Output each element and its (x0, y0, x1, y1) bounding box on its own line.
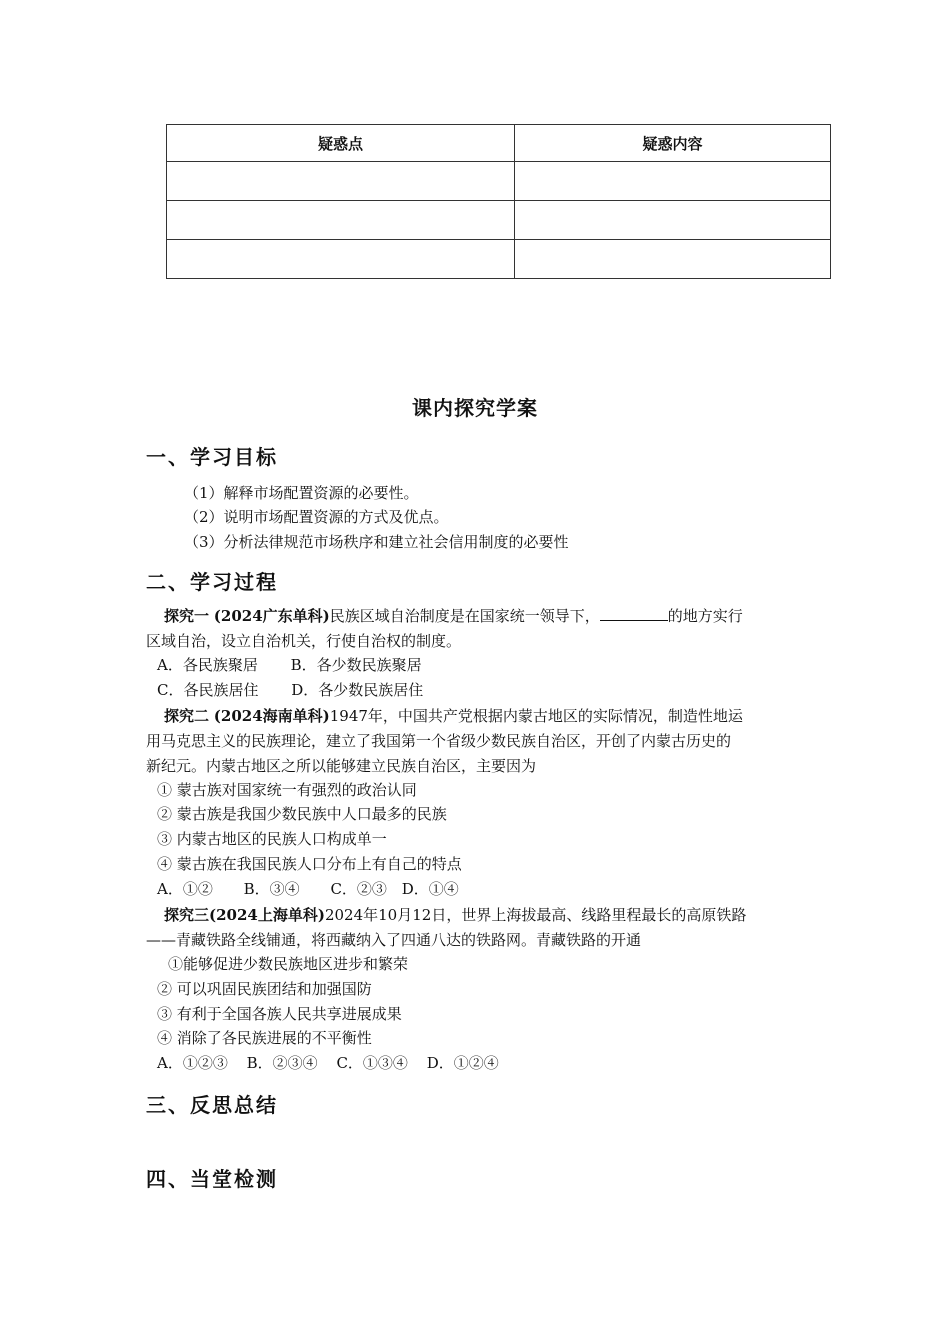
question-label: 探究二 (164, 707, 210, 725)
section-heading-process: 二、学习过程 (146, 570, 278, 594)
option: B．③④ (243, 880, 300, 898)
question-text: 民族区域自治制度是在国家统一领导下， (329, 607, 600, 625)
question-2 (164, 706, 743, 726)
table-row (167, 201, 831, 240)
question-source: (2024广东单科) (213, 607, 330, 625)
question-label: 探究三 (164, 906, 210, 924)
question-text: 的地方实行 (667, 607, 743, 625)
option: A．①②③ (157, 1054, 228, 1072)
option: D．①②④ (426, 1054, 499, 1072)
question-text-line: 用马克思主义的民族理论，建立了我国第一个省级少数民族自治区，开创了内蒙古历史的 (146, 732, 732, 750)
statement: ③ 有利于全国各族人民共享进展成果 (157, 1005, 402, 1023)
option: B．②③④ (246, 1054, 318, 1072)
table-cell (167, 201, 515, 240)
goal-item: （1）解释市场配置资源的必要性。 (184, 484, 419, 502)
question-text-line: 新纪元。内蒙古地区之所以能够建立民族自治区，主要因为 (146, 757, 537, 775)
statement: ③ 内蒙古地区的民族人口构成单一 (157, 830, 387, 848)
question-1 (164, 606, 743, 626)
question-source: (2024上海单科) (209, 906, 325, 924)
table-row (167, 240, 831, 279)
table-cell (167, 162, 515, 201)
table-cell (515, 201, 831, 240)
goal-item: （3）分析法律规范市场秩序和建立社会信用制度的必要性 (184, 533, 569, 551)
question-3 (164, 905, 746, 925)
question-text-line: 区域自治，设立自治机关，行使自治权的制度。 (146, 632, 462, 650)
table-header-cell: 疑惑内容 (515, 125, 831, 162)
table-header-cell: 疑惑点 (167, 125, 515, 162)
doubt-table (166, 124, 831, 279)
statement: ② 蒙古族是我国少数民族中人口最多的民族 (157, 805, 447, 823)
option: C．各民族居住 (157, 681, 259, 699)
table-header-row (167, 125, 831, 162)
question-text: 2024年10月12日，世界上海拔最高、线路里程最长的高原铁路 (324, 906, 747, 924)
section-heading-goals: 一、学习目标 (146, 445, 278, 469)
table-cell (167, 240, 515, 279)
fill-blank (600, 606, 668, 621)
question-source: (2024海南单科) (213, 707, 330, 725)
goal-item: （2）说明市场配置资源的方式及优点。 (184, 508, 449, 526)
table-row (167, 162, 831, 201)
question-text-line: ——青藏铁路全线铺通，将西藏纳入了四通八达的铁路网。青藏铁路的开通 (146, 931, 642, 949)
statement: ② 可以巩固民族团结和加强国防 (157, 980, 372, 998)
option-row (157, 879, 459, 899)
question-label: 探究一 (164, 607, 210, 625)
option: C．②③ (330, 880, 387, 898)
option: A．①② (157, 880, 213, 898)
statement: ④ 蒙古族在我国民族人口分布上有自己的特点 (157, 855, 462, 873)
option: D．①④ (401, 880, 459, 898)
section-heading-reflection: 三、反思总结 (146, 1093, 278, 1117)
option-row (157, 1053, 499, 1073)
option: B．各少数民族聚居 (290, 656, 422, 674)
statement: ④ 消除了各民族进展的不平衡性 (157, 1029, 372, 1047)
option: D．各少数民族居住 (291, 681, 424, 699)
table-cell (515, 162, 831, 201)
option-row (157, 655, 422, 675)
page-title: 课内探究学案 (412, 396, 538, 420)
section-heading-test: 四、当堂检测 (146, 1167, 278, 1191)
statement: ①能够促进少数民族地区进步和繁荣 (168, 955, 409, 973)
table-cell (515, 240, 831, 279)
option: C．①③④ (336, 1054, 408, 1072)
option: A．各民族聚居 (157, 656, 258, 674)
option-row (157, 680, 423, 700)
statement: ① 蒙古族对国家统一有强烈的政治认同 (157, 781, 417, 799)
question-text: 1947年，中国共产党根据内蒙古地区的实际情况，制造性地运 (329, 707, 743, 725)
